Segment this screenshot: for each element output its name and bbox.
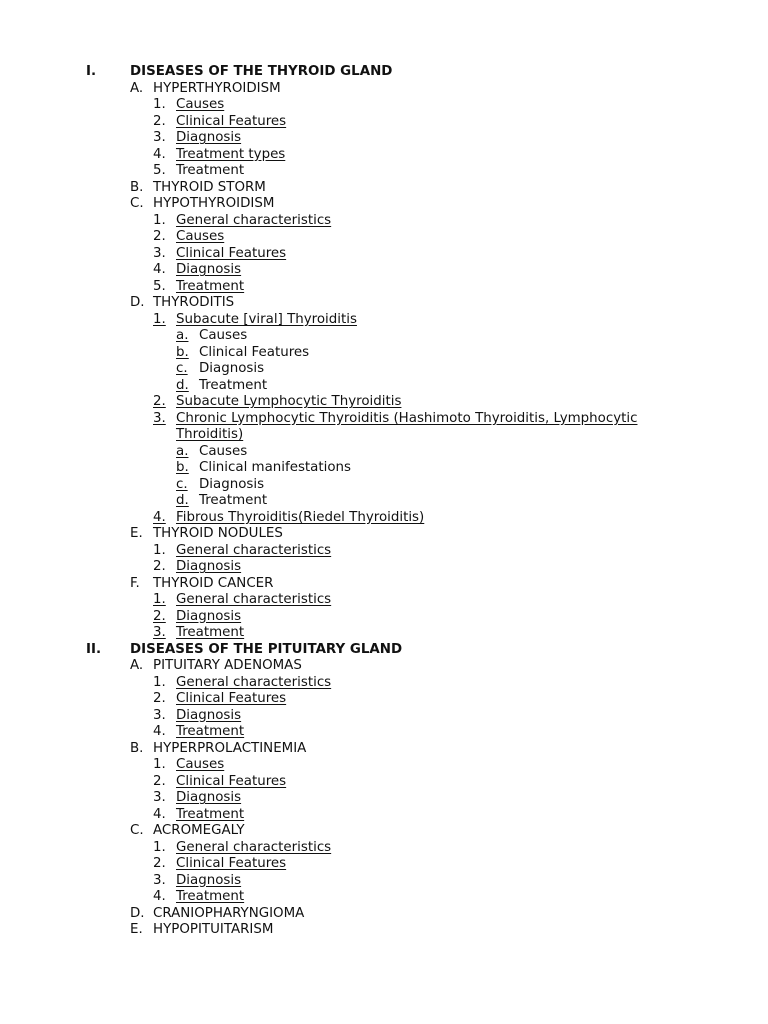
outline-lettered-item: [0, 477, 768, 494]
outline-numbered-item: [0, 807, 768, 824]
outline-marker: b.: [176, 460, 189, 475]
outline-marker: D.: [130, 295, 145, 310]
outline-text: Treatment types: [176, 146, 286, 162]
outline-text: General characteristics: [176, 592, 332, 607]
outline-text: DISEASES OF THE THYROID GLAND: [130, 64, 393, 79]
outline-marker: 3.: [153, 245, 166, 261]
outline-marker: B.: [130, 179, 144, 195]
outline-text: THYROID STORM: [153, 179, 266, 195]
outline-marker: 2.: [153, 229, 166, 244]
outline-marker: 1.: [153, 97, 166, 112]
outline-marker: 1.: [153, 311, 166, 327]
outline-numbered-item: [0, 889, 768, 906]
outline-marker: 2.: [153, 773, 166, 789]
outline-marker: C.: [130, 196, 144, 211]
outline-text: Subacute [viral] Thyroiditis: [176, 311, 357, 327]
outline-subsection-item: [0, 196, 768, 213]
outline-marker: 1.: [153, 674, 166, 690]
outline-numbered-item: [0, 757, 768, 774]
outline-text: General characteristics: [176, 542, 332, 558]
outline-text: General characteristics: [176, 839, 332, 855]
outline-lettered-item: [0, 361, 768, 378]
outline-text: Treatment: [199, 377, 268, 393]
outline-text: HYPERPROLACTINEMIA: [153, 740, 307, 756]
outline-lettered-item: [0, 328, 768, 345]
outline-text: DISEASES OF THE PITUITARY GLAND: [130, 641, 403, 657]
outline-text: Diagnosis: [176, 790, 242, 805]
outline-numbered-item: [0, 411, 768, 444]
outline-section-heading: [0, 642, 768, 659]
outline-text: Treatment: [176, 625, 245, 640]
outline-numbered-item: [0, 609, 768, 626]
outline-text: Causes: [199, 443, 248, 459]
outline-marker: A.: [130, 658, 144, 673]
outline-marker: B.: [130, 740, 144, 756]
outline-text: Chronic Lymphocytic Thyroiditis (Hashimoto Thyroiditis, Lymphocytic Throiditis): [176, 410, 638, 442]
outline-subsection-item: [0, 526, 768, 543]
outline-numbered-item: [0, 790, 768, 807]
outline-text: Clinical manifestations: [199, 460, 352, 475]
outline-marker: 2.: [153, 608, 166, 624]
outline-marker: 4.: [153, 806, 166, 822]
outline-marker: D.: [130, 905, 145, 921]
outline-numbered-item: [0, 856, 768, 873]
outline-text: Fibrous Thyroiditis(Riedel Thyroiditis): [176, 509, 425, 525]
outline-marker: b.: [176, 344, 189, 360]
outline-numbered-item: [0, 114, 768, 131]
outline-text: THYRODITIS: [153, 295, 235, 310]
outline-text: Treatment: [176, 278, 245, 294]
outline-text: Subacute Lymphocytic Thyroiditis: [176, 394, 402, 409]
outline-text: THYROID CANCER: [153, 575, 274, 591]
outline-subsection-item: [0, 906, 768, 923]
outline-marker: 3.: [153, 872, 166, 888]
outline-numbered-item: [0, 163, 768, 180]
outline-lettered-item: [0, 493, 768, 510]
outline-numbered-item: [0, 675, 768, 692]
outline-marker: 2.: [153, 691, 166, 706]
outline-numbered-item: [0, 592, 768, 609]
outline-marker: II.: [86, 641, 102, 657]
outline-marker: 1.: [153, 757, 166, 772]
outline-marker: 4.: [153, 262, 166, 277]
outline-numbered-item: [0, 246, 768, 263]
outline-marker: 3.: [153, 625, 166, 640]
outline-text: Diagnosis: [176, 872, 242, 888]
outline-marker: c.: [176, 361, 188, 376]
outline-numbered-item: [0, 691, 768, 708]
outline-subsection-item: [0, 81, 768, 98]
outline-text: PITUITARY ADENOMAS: [153, 658, 302, 673]
outline-marker: 3.: [153, 130, 166, 145]
outline-numbered-item: [0, 262, 768, 279]
outline-subsection-item: [0, 295, 768, 312]
outline-text: Diagnosis: [199, 476, 265, 492]
outline-numbered-item: [0, 147, 768, 164]
outline-lettered-item: [0, 444, 768, 461]
outline-numbered-item: [0, 312, 768, 329]
outline-marker: d.: [176, 493, 189, 508]
outline-numbered-item: [0, 510, 768, 527]
outline-text: HYPERTHYROIDISM: [153, 80, 281, 96]
outline-text: ACROMEGALY: [153, 823, 245, 838]
outline-marker: 5.: [153, 278, 166, 294]
outline-subsection-item: [0, 922, 768, 939]
outline-marker: E.: [130, 526, 143, 541]
outline-numbered-item: [0, 394, 768, 411]
outline-numbered-item: [0, 708, 768, 725]
outline-text: Treatment: [176, 806, 245, 822]
outline-text: Clinical Features: [176, 856, 287, 871]
outline-text: General characteristics: [176, 674, 332, 690]
outline-text: Diagnosis: [176, 608, 242, 624]
outline-lettered-item: [0, 460, 768, 477]
outline-subsection-item: [0, 576, 768, 593]
outline-marker: 2.: [153, 856, 166, 871]
outline-text: Diagnosis: [199, 361, 265, 376]
outline-numbered-item: [0, 213, 768, 230]
outline-marker: 3.: [153, 790, 166, 805]
outline-marker: 3.: [153, 707, 166, 723]
outline-text: Treatment: [199, 493, 268, 508]
outline-marker: I.: [86, 64, 97, 79]
outline-numbered-item: [0, 873, 768, 890]
outline-marker: 2.: [153, 394, 166, 409]
outline-marker: 3.: [153, 410, 166, 426]
outline-marker: d.: [176, 377, 189, 393]
outline-marker: C.: [130, 823, 144, 838]
outline-subsection-item: [0, 823, 768, 840]
outline-marker: 2.: [153, 559, 166, 574]
outline-lettered-item: [0, 345, 768, 362]
outline-numbered-item: [0, 774, 768, 791]
outline-subsection-item: [0, 658, 768, 675]
outline-text: Clinical Features: [176, 245, 287, 261]
outline-lettered-item: [0, 378, 768, 395]
outline-text: Causes: [176, 229, 225, 244]
outline-numbered-item: [0, 543, 768, 560]
outline-subsection-item: [0, 741, 768, 758]
outline-marker: A.: [130, 80, 144, 96]
outline-text: Diagnosis: [176, 262, 242, 277]
outline-marker: 4.: [153, 146, 166, 162]
outline-text: Treatment: [176, 163, 245, 178]
outline-text: Clinical Features: [176, 691, 287, 706]
outline-numbered-item: [0, 279, 768, 296]
outline-marker: a.: [176, 328, 189, 343]
outline-subsection-item: [0, 180, 768, 197]
outline-text: General characteristics: [176, 212, 332, 228]
outline-text: HYPOPITUITARISM: [153, 922, 274, 937]
outline-marker: 5.: [153, 163, 166, 178]
outline-text: Diagnosis: [176, 559, 242, 574]
outline-text: Causes: [176, 757, 225, 772]
outline-numbered-item: [0, 724, 768, 741]
outline-marker: E.: [130, 922, 143, 937]
outline-marker: c.: [176, 476, 188, 492]
outline-marker: 2.: [153, 113, 166, 129]
outline-text: THYROID NODULES: [153, 526, 283, 541]
outline-section-heading: [0, 64, 768, 81]
outline-marker: 1.: [153, 592, 166, 607]
outline-marker: 4.: [153, 509, 166, 525]
outline-text: HYPOTHYROIDISM: [153, 196, 275, 211]
outline-text: Causes: [199, 328, 248, 343]
outline-marker: 1.: [153, 542, 166, 558]
outline-numbered-item: [0, 229, 768, 246]
outline-marker: F.: [130, 575, 140, 591]
outline-marker: 4.: [153, 724, 166, 739]
outline-text: Treatment: [176, 889, 245, 904]
outline-numbered-item: [0, 559, 768, 576]
outline-text: Diagnosis: [176, 707, 242, 723]
outline-numbered-item: [0, 840, 768, 857]
outline-text: Clinical Features: [199, 344, 310, 360]
outline-marker: a.: [176, 443, 189, 459]
outline-text: Treatment: [176, 724, 245, 739]
outline-text: Clinical Features: [176, 773, 287, 789]
outline-marker: 4.: [153, 889, 166, 904]
outline-numbered-item: [0, 97, 768, 114]
outline-text: Diagnosis: [176, 130, 242, 145]
outline-numbered-item: [0, 625, 768, 642]
outline-marker: 1.: [153, 839, 166, 855]
outline-text: Clinical Features: [176, 113, 287, 129]
outline-marker: 1.: [153, 212, 166, 228]
outline-text: Causes: [176, 97, 225, 112]
outline-numbered-item: [0, 130, 768, 147]
outline-text: CRANIOPHARYNGIOMA: [153, 905, 305, 921]
